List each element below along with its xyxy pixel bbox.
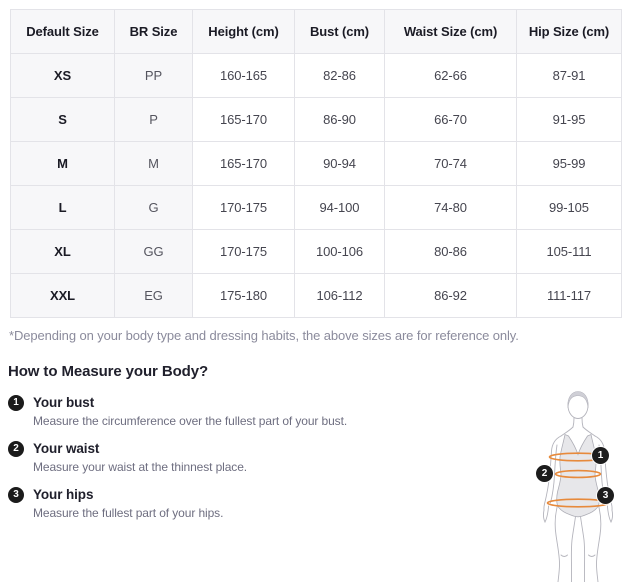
item-description-hips: Measure the fullest part of your hips. — [33, 506, 224, 520]
item-title-bust: Your bust — [33, 395, 95, 410]
figure-marker-hips: 3 — [597, 487, 614, 504]
table-cell: 90-94 — [295, 142, 385, 186]
table-row — [11, 186, 622, 230]
table-cell: 106-112 — [295, 274, 385, 318]
list-item-bust — [8, 395, 458, 428]
table-cell: XXL — [11, 274, 115, 318]
table-cell: 62-66 — [385, 54, 517, 98]
table-header-row — [11, 10, 622, 54]
table-row — [11, 142, 622, 186]
table-cell: 160-165 — [193, 54, 295, 98]
table-cell: 175-180 — [193, 274, 295, 318]
table-cell: 105-111 — [517, 230, 622, 274]
table-cell: 91-95 — [517, 98, 622, 142]
table-cell: 87-91 — [517, 54, 622, 98]
table-cell: P — [115, 98, 193, 142]
table-cell: 74-80 — [385, 186, 517, 230]
table-cell: 111-117 — [517, 274, 622, 318]
figure-marker-waist: 2 — [536, 465, 553, 482]
list-item-hips — [8, 487, 458, 520]
table-cell: XS — [11, 54, 115, 98]
size-chart-table — [10, 9, 622, 318]
table-cell: 170-175 — [193, 186, 295, 230]
table-cell: 86-90 — [295, 98, 385, 142]
table-cell: 100-106 — [295, 230, 385, 274]
body-figure-svg — [528, 385, 628, 582]
table-row — [11, 274, 622, 318]
table-cell: S — [11, 98, 115, 142]
table-cell: 165-170 — [193, 98, 295, 142]
item-description-bust: Measure the circumference over the fullest part of your bust. — [33, 414, 348, 428]
table-row — [11, 98, 622, 142]
list-item-waist — [8, 441, 458, 474]
table-cell: 86-92 — [385, 274, 517, 318]
table-cell: M — [11, 142, 115, 186]
column-header: Hip Size (cm) — [517, 10, 622, 54]
column-header: Bust (cm) — [295, 10, 385, 54]
body-figure-illustration — [528, 385, 628, 582]
table-cell: 80-86 — [385, 230, 517, 274]
table-cell: 165-170 — [193, 142, 295, 186]
table-cell: GG — [115, 230, 193, 274]
reference-note: *Depending on your body type and dressing habits, the above sizes are for reference only. — [9, 328, 519, 343]
table-cell: 66-70 — [385, 98, 517, 142]
table-cell: 95-99 — [517, 142, 622, 186]
table-cell: 170-175 — [193, 230, 295, 274]
table-cell: XL — [11, 230, 115, 274]
column-header: Waist Size (cm) — [385, 10, 517, 54]
item-description-waist: Measure your waist at the thinnest place. — [33, 460, 248, 474]
table-cell: 99-105 — [517, 186, 622, 230]
table-cell: L — [11, 186, 115, 230]
item-title-waist: Your waist — [33, 441, 100, 456]
table-cell: EG — [115, 274, 193, 318]
number-badge-1: 1 — [8, 395, 24, 411]
table-cell: 82-86 — [295, 54, 385, 98]
table-cell: PP — [115, 54, 193, 98]
table-row — [11, 54, 622, 98]
table-cell: 94-100 — [295, 186, 385, 230]
measure-section-heading: How to Measure your Body? — [8, 363, 209, 380]
table-cell: M — [115, 142, 193, 186]
column-header: Default Size — [11, 10, 115, 54]
number-badge-3: 3 — [8, 487, 24, 503]
figure-marker-bust: 1 — [592, 447, 609, 464]
table-cell: G — [115, 186, 193, 230]
number-badge-2: 2 — [8, 441, 24, 457]
item-title-hips: Your hips — [33, 487, 94, 502]
column-header: Height (cm) — [193, 10, 295, 54]
column-header: BR Size — [115, 10, 193, 54]
table-cell: 70-74 — [385, 142, 517, 186]
measure-instructions-list — [8, 395, 458, 533]
table-row — [11, 230, 622, 274]
